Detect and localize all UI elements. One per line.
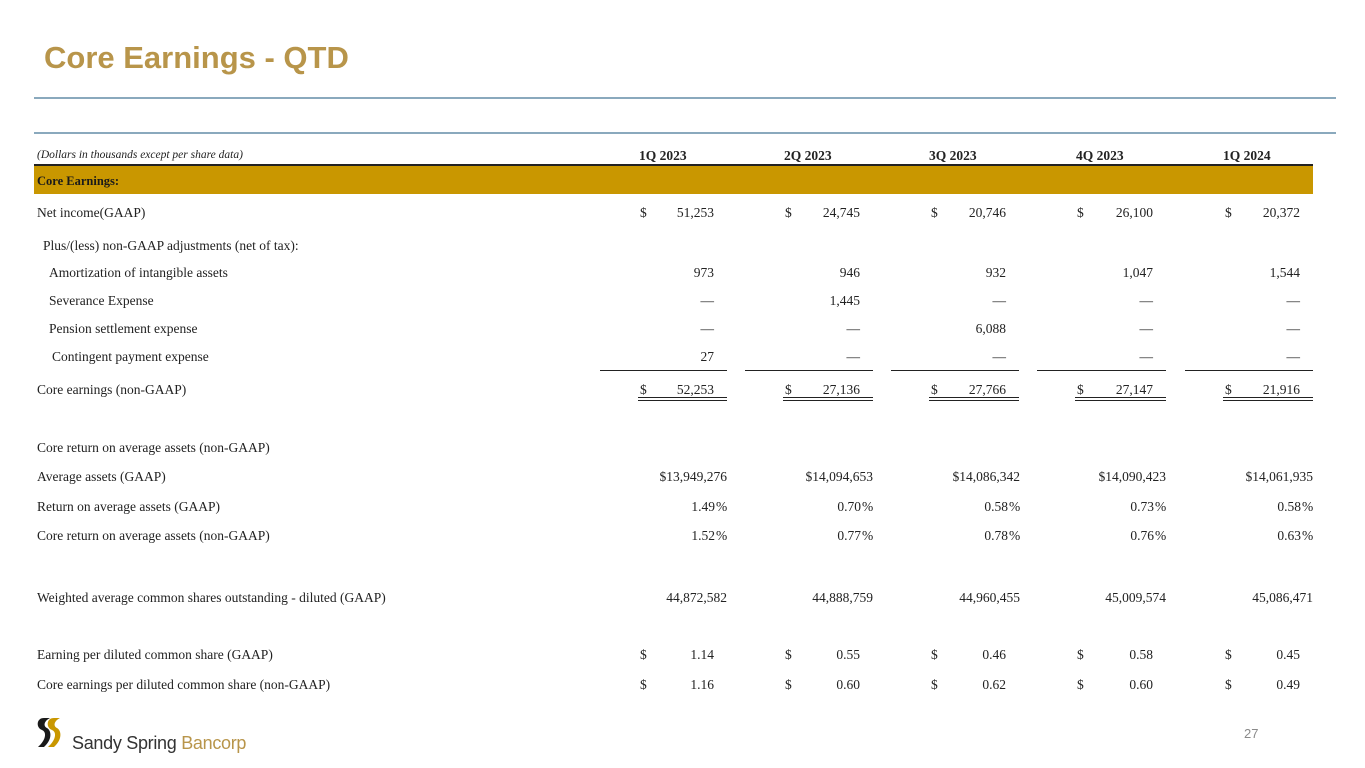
cell-contingent: —: [1139, 349, 1153, 364]
cell-net_income: 20,746: [968, 205, 1006, 220]
currency-symbol: $: [931, 647, 938, 662]
single-underline: [745, 370, 873, 371]
percent-sign: %: [1302, 499, 1314, 514]
cell-net_income: 51,253: [676, 205, 714, 220]
cell-core_eps: 0.49: [1276, 677, 1300, 692]
currency-symbol: $: [1077, 205, 1084, 220]
row-label-roaa: Return on average assets (GAAP): [37, 499, 220, 514]
double-underline-bottom: [783, 400, 873, 401]
currency-symbol: $: [640, 382, 647, 397]
percent-sign: %: [1155, 528, 1167, 543]
row-label-contingent: Contingent payment expense: [52, 349, 209, 364]
currency-symbol: $: [1225, 382, 1232, 397]
single-underline: [891, 370, 1019, 371]
double-underline-bottom: [638, 400, 727, 401]
row-label-core_earnings: Core earnings (non-GAAP): [37, 382, 187, 397]
percent-sign: %: [1155, 499, 1167, 514]
cell-core_eps: 0.60: [836, 677, 860, 692]
currency-symbol: $: [1077, 677, 1084, 692]
cell-amortization: 932: [985, 265, 1006, 280]
cell-avg_assets: $14,094,653: [805, 469, 873, 484]
cell-net_income: 26,100: [1115, 205, 1153, 220]
cell-severance: —: [992, 293, 1006, 308]
section-band: [34, 166, 1313, 194]
page-title: Core Earnings - QTD: [44, 40, 349, 75]
cell-avg_assets: $14,090,423: [1098, 469, 1166, 484]
cell-pension: 6,088: [975, 321, 1006, 336]
col-header-2q2023: 2Q 2023: [784, 148, 832, 163]
percent-sign: %: [1009, 499, 1021, 514]
cell-shares: 44,960,455: [959, 590, 1020, 605]
cell-roaa: 1.49: [691, 499, 715, 514]
row-label-severance: Severance Expense: [49, 293, 154, 308]
cell-core_roaa: 0.77: [837, 528, 861, 543]
row-label-plus_less: Plus/(less) non-GAAP adjustments (net of tax):: [43, 238, 299, 253]
title-divider-bottom: [34, 132, 1336, 134]
currency-symbol: $: [785, 205, 792, 220]
percent-sign: %: [862, 528, 874, 543]
percent-sign: %: [716, 528, 728, 543]
page-number: 27: [1244, 726, 1259, 741]
col-header-1q2024: 1Q 2024: [1223, 148, 1271, 163]
cell-roaa: 0.58: [984, 499, 1008, 514]
cell-eps: 0.55: [836, 647, 860, 662]
double-underline-bottom: [929, 400, 1019, 401]
cell-shares: 44,872,582: [666, 590, 727, 605]
cell-contingent: —: [1286, 349, 1300, 364]
cell-avg_assets: $13,949,276: [659, 469, 727, 484]
currency-symbol: $: [1225, 677, 1232, 692]
cell-amortization: 973: [693, 265, 714, 280]
brand-name-part2: Bancorp: [181, 733, 247, 753]
cell-avg_assets: $14,061,935: [1245, 469, 1313, 484]
single-underline: [1037, 370, 1166, 371]
row-label-core_eps: Core earnings per diluted common share (non-GAAP): [37, 677, 331, 692]
currency-symbol: $: [785, 647, 792, 662]
percent-sign: %: [862, 499, 874, 514]
cell-shares: 44,888,759: [812, 590, 873, 605]
cell-severance: —: [1139, 293, 1153, 308]
currency-symbol: $: [640, 677, 647, 692]
cell-contingent: 27: [700, 349, 714, 364]
cell-severance: —: [700, 293, 714, 308]
row-label-shares: Weighted average common shares outstanding - diluted (GAAP): [37, 590, 386, 605]
percent-sign: %: [1009, 528, 1021, 543]
cell-severance: 1,445: [829, 293, 860, 308]
table-note: (Dollars in thousands except per share data): [37, 149, 243, 161]
double-underline-top: [638, 397, 727, 398]
cell-eps: 1.14: [690, 647, 714, 662]
cell-core_roaa: 0.63: [1277, 528, 1301, 543]
sandy-spring-logo-icon: [34, 716, 68, 755]
cell-core_roaa: 0.76: [1130, 528, 1154, 543]
double-underline-bottom: [1075, 400, 1166, 401]
cell-contingent: —: [846, 349, 860, 364]
row-label-net_income: Net income(GAAP): [37, 205, 146, 220]
currency-symbol: $: [931, 677, 938, 692]
cell-core_roaa: 1.52: [691, 528, 715, 543]
cell-contingent: —: [992, 349, 1006, 364]
cell-core_roaa: 0.78: [984, 528, 1008, 543]
single-underline: [1185, 370, 1313, 371]
cell-roaa: 0.58: [1277, 499, 1301, 514]
cell-core_earnings: 27,147: [1115, 382, 1153, 397]
cell-amortization: 946: [839, 265, 860, 280]
row-label-pension: Pension settlement expense: [49, 321, 198, 336]
cell-pension: —: [1139, 321, 1153, 336]
currency-symbol: $: [931, 205, 938, 220]
currency-symbol: $: [1225, 205, 1232, 220]
cell-net_income: 24,745: [822, 205, 860, 220]
row-label-core_roaa_header: Core return on average assets (non-GAAP): [37, 440, 270, 455]
double-underline-top: [1075, 397, 1166, 398]
col-header-3q2023: 3Q 2023: [929, 148, 977, 163]
title-divider-top: [34, 97, 1336, 99]
cell-core_earnings: 21,916: [1262, 382, 1300, 397]
currency-symbol: $: [785, 382, 792, 397]
row-label-eps: Earning per diluted common share (GAAP): [37, 647, 273, 662]
cell-core_eps: 0.62: [982, 677, 1006, 692]
cell-roaa: 0.73: [1130, 499, 1154, 514]
currency-symbol: $: [1225, 647, 1232, 662]
row-label-avg_assets: Average assets (GAAP): [37, 469, 166, 484]
cell-eps: 0.46: [982, 647, 1006, 662]
cell-eps: 0.58: [1129, 647, 1153, 662]
cell-amortization: 1,544: [1269, 265, 1300, 280]
cell-avg_assets: $14,086,342: [952, 469, 1020, 484]
cell-shares: 45,009,574: [1105, 590, 1166, 605]
cell-amortization: 1,047: [1122, 265, 1153, 280]
double-underline-top: [1223, 397, 1313, 398]
cell-core_earnings: 27,136: [822, 382, 860, 397]
percent-sign: %: [1302, 528, 1314, 543]
currency-symbol: $: [1077, 647, 1084, 662]
cell-roaa: 0.70: [837, 499, 861, 514]
cell-core_eps: 0.60: [1129, 677, 1153, 692]
currency-symbol: $: [640, 647, 647, 662]
currency-symbol: $: [931, 382, 938, 397]
double-underline-top: [783, 397, 873, 398]
cell-core_earnings: 27,766: [968, 382, 1006, 397]
brand-name-part1: Sandy Spring: [72, 733, 177, 753]
brand-name: [72, 733, 246, 754]
currency-symbol: $: [1077, 382, 1084, 397]
row-label-amortization: Amortization of intangible assets: [49, 265, 228, 280]
single-underline: [600, 370, 727, 371]
currency-symbol: $: [785, 677, 792, 692]
col-header-1q2023: 1Q 2023: [639, 148, 687, 163]
cell-eps: 0.45: [1276, 647, 1300, 662]
cell-net_income: 20,372: [1262, 205, 1300, 220]
col-header-4q2023: 4Q 2023: [1076, 148, 1124, 163]
double-underline-bottom: [1223, 400, 1313, 401]
cell-pension: —: [700, 321, 714, 336]
cell-pension: —: [846, 321, 860, 336]
percent-sign: %: [716, 499, 728, 514]
cell-severance: —: [1286, 293, 1300, 308]
double-underline-top: [929, 397, 1019, 398]
cell-pension: —: [1286, 321, 1300, 336]
currency-symbol: $: [640, 205, 647, 220]
row-label-core_roaa: Core return on average assets (non-GAAP): [37, 528, 270, 543]
cell-core_earnings: 52,253: [676, 382, 714, 397]
cell-core_eps: 1.16: [690, 677, 714, 692]
cell-shares: 45,086,471: [1252, 590, 1313, 605]
section-header: Core Earnings:: [37, 174, 120, 188]
